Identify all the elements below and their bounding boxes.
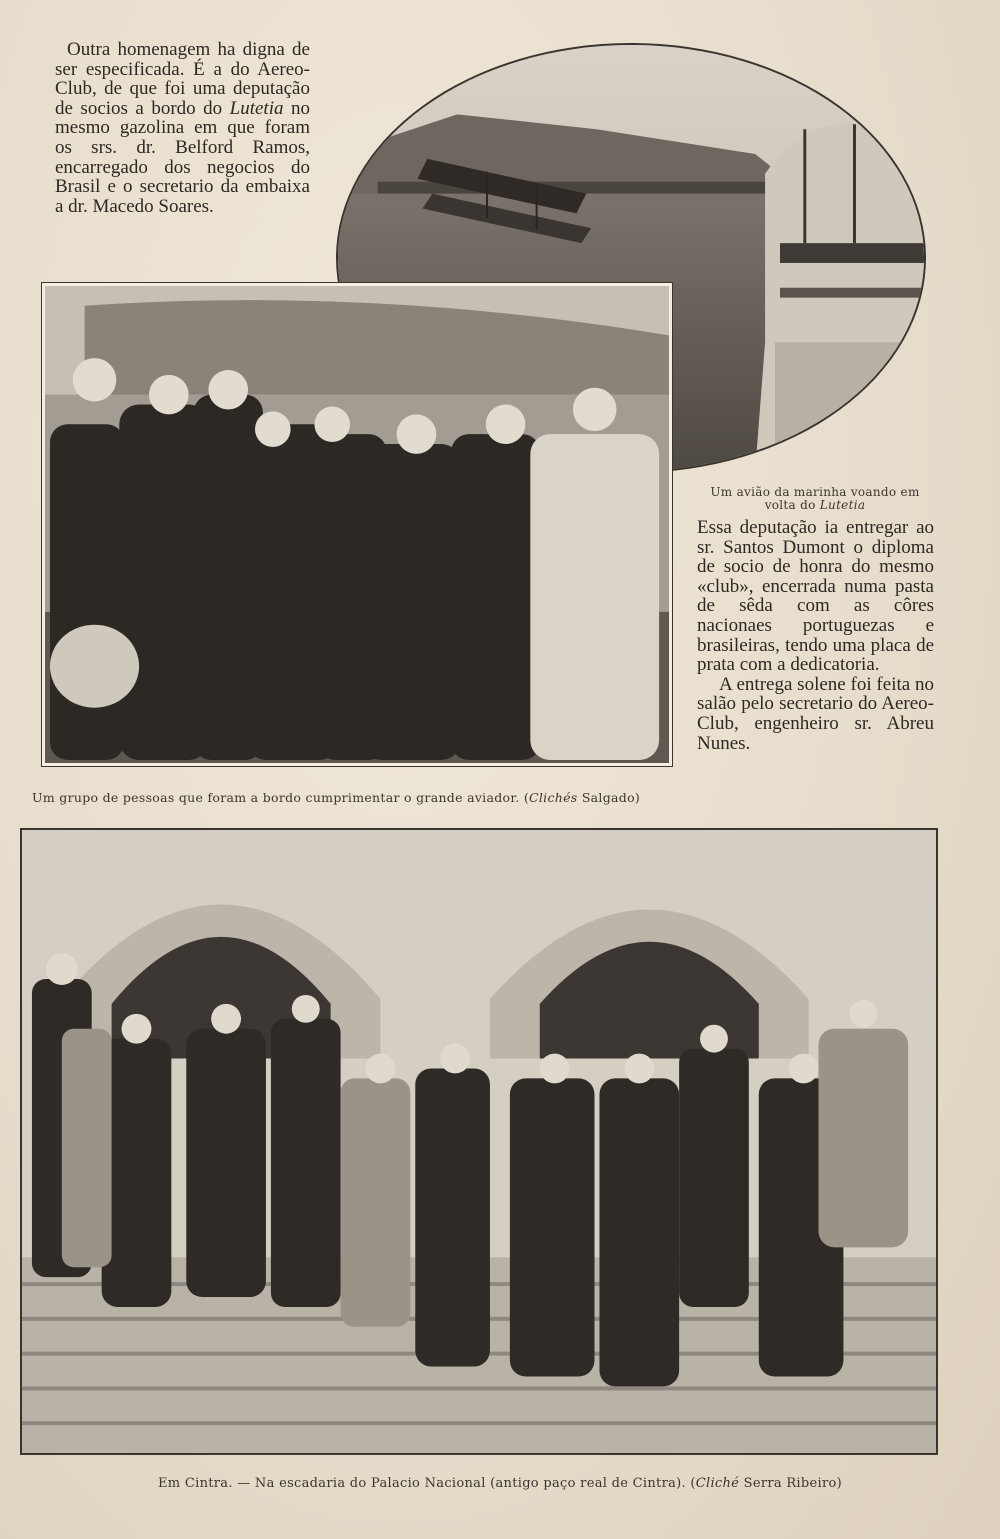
side-paragraph-2: A entrega solene foi feita no salão pelo secretario do Aereo-Club, engenheiro sr. Abreu Nunes.: [697, 673, 934, 754]
cintra-caption-credit-name: Serra Ribeiro: [743, 1476, 837, 1491]
cintra-caption-credit-word: Cliché: [695, 1476, 740, 1491]
seaplane-caption-ship: Lutetia: [819, 498, 866, 512]
intro-text-before: Outra homenagem ha digna de ser especificada. É a do Aereo-Club, de que foi uma deputação de socios a bordo do: [55, 39, 310, 119]
group-figures: [50, 395, 540, 760]
group-aboard-caption: Um grupo de pessoas que foram a bordo cumprimentar o grande aviador. (Clichés Salgado): [32, 790, 641, 805]
cintra-caption: Em Cintra. — Na escadaria do Palacio Nacional (antigo paço real de Cintra). (Cliché Serra Ribeiro): [158, 1476, 842, 1491]
seaplane-caption: [700, 486, 930, 512]
side-paragraph-1: Essa deputação ia entregar ao sr. Santos Dumont o diploma de socio de honra do mesmo «club», encerrada numa pasta de sêda com as côres nacionaes portuguezas e brasileiras, tendo uma placa de prata com a dedicatoria.: [697, 517, 934, 676]
seaplane-caption-text: Um avião da marinha voando em volta do: [710, 485, 920, 512]
cintra-caption-text: Em Cintra. — Na escadaria do Palacio Nacional (antigo paço real de Cintra).: [158, 1476, 686, 1491]
group-aboard-image: [45, 286, 669, 763]
group-aboard-photo: [42, 283, 672, 766]
cintra-palace-photo: [20, 828, 938, 1455]
intro-ship-name: Lutetia: [229, 97, 284, 119]
group-caption-credit-name: Salgado: [581, 790, 635, 805]
intro-paragraph: [55, 40, 310, 216]
ship-hull-shape: [755, 123, 924, 471]
intro-text-after: no mesmo gazolina em que foram os srs. dr. Belford Ramos, encarregado dos negocios do Brasil e o secretario da embaixa a dr. Macedo Soares.: [55, 97, 310, 217]
group-caption-credit-word: Clichés: [529, 790, 578, 805]
side-column-text: [697, 518, 934, 753]
group-caption-text: Um grupo de pessoas que foram a bordo cumprimentar o grande aviador.: [32, 790, 520, 805]
cintra-palace-image: [22, 830, 936, 1453]
